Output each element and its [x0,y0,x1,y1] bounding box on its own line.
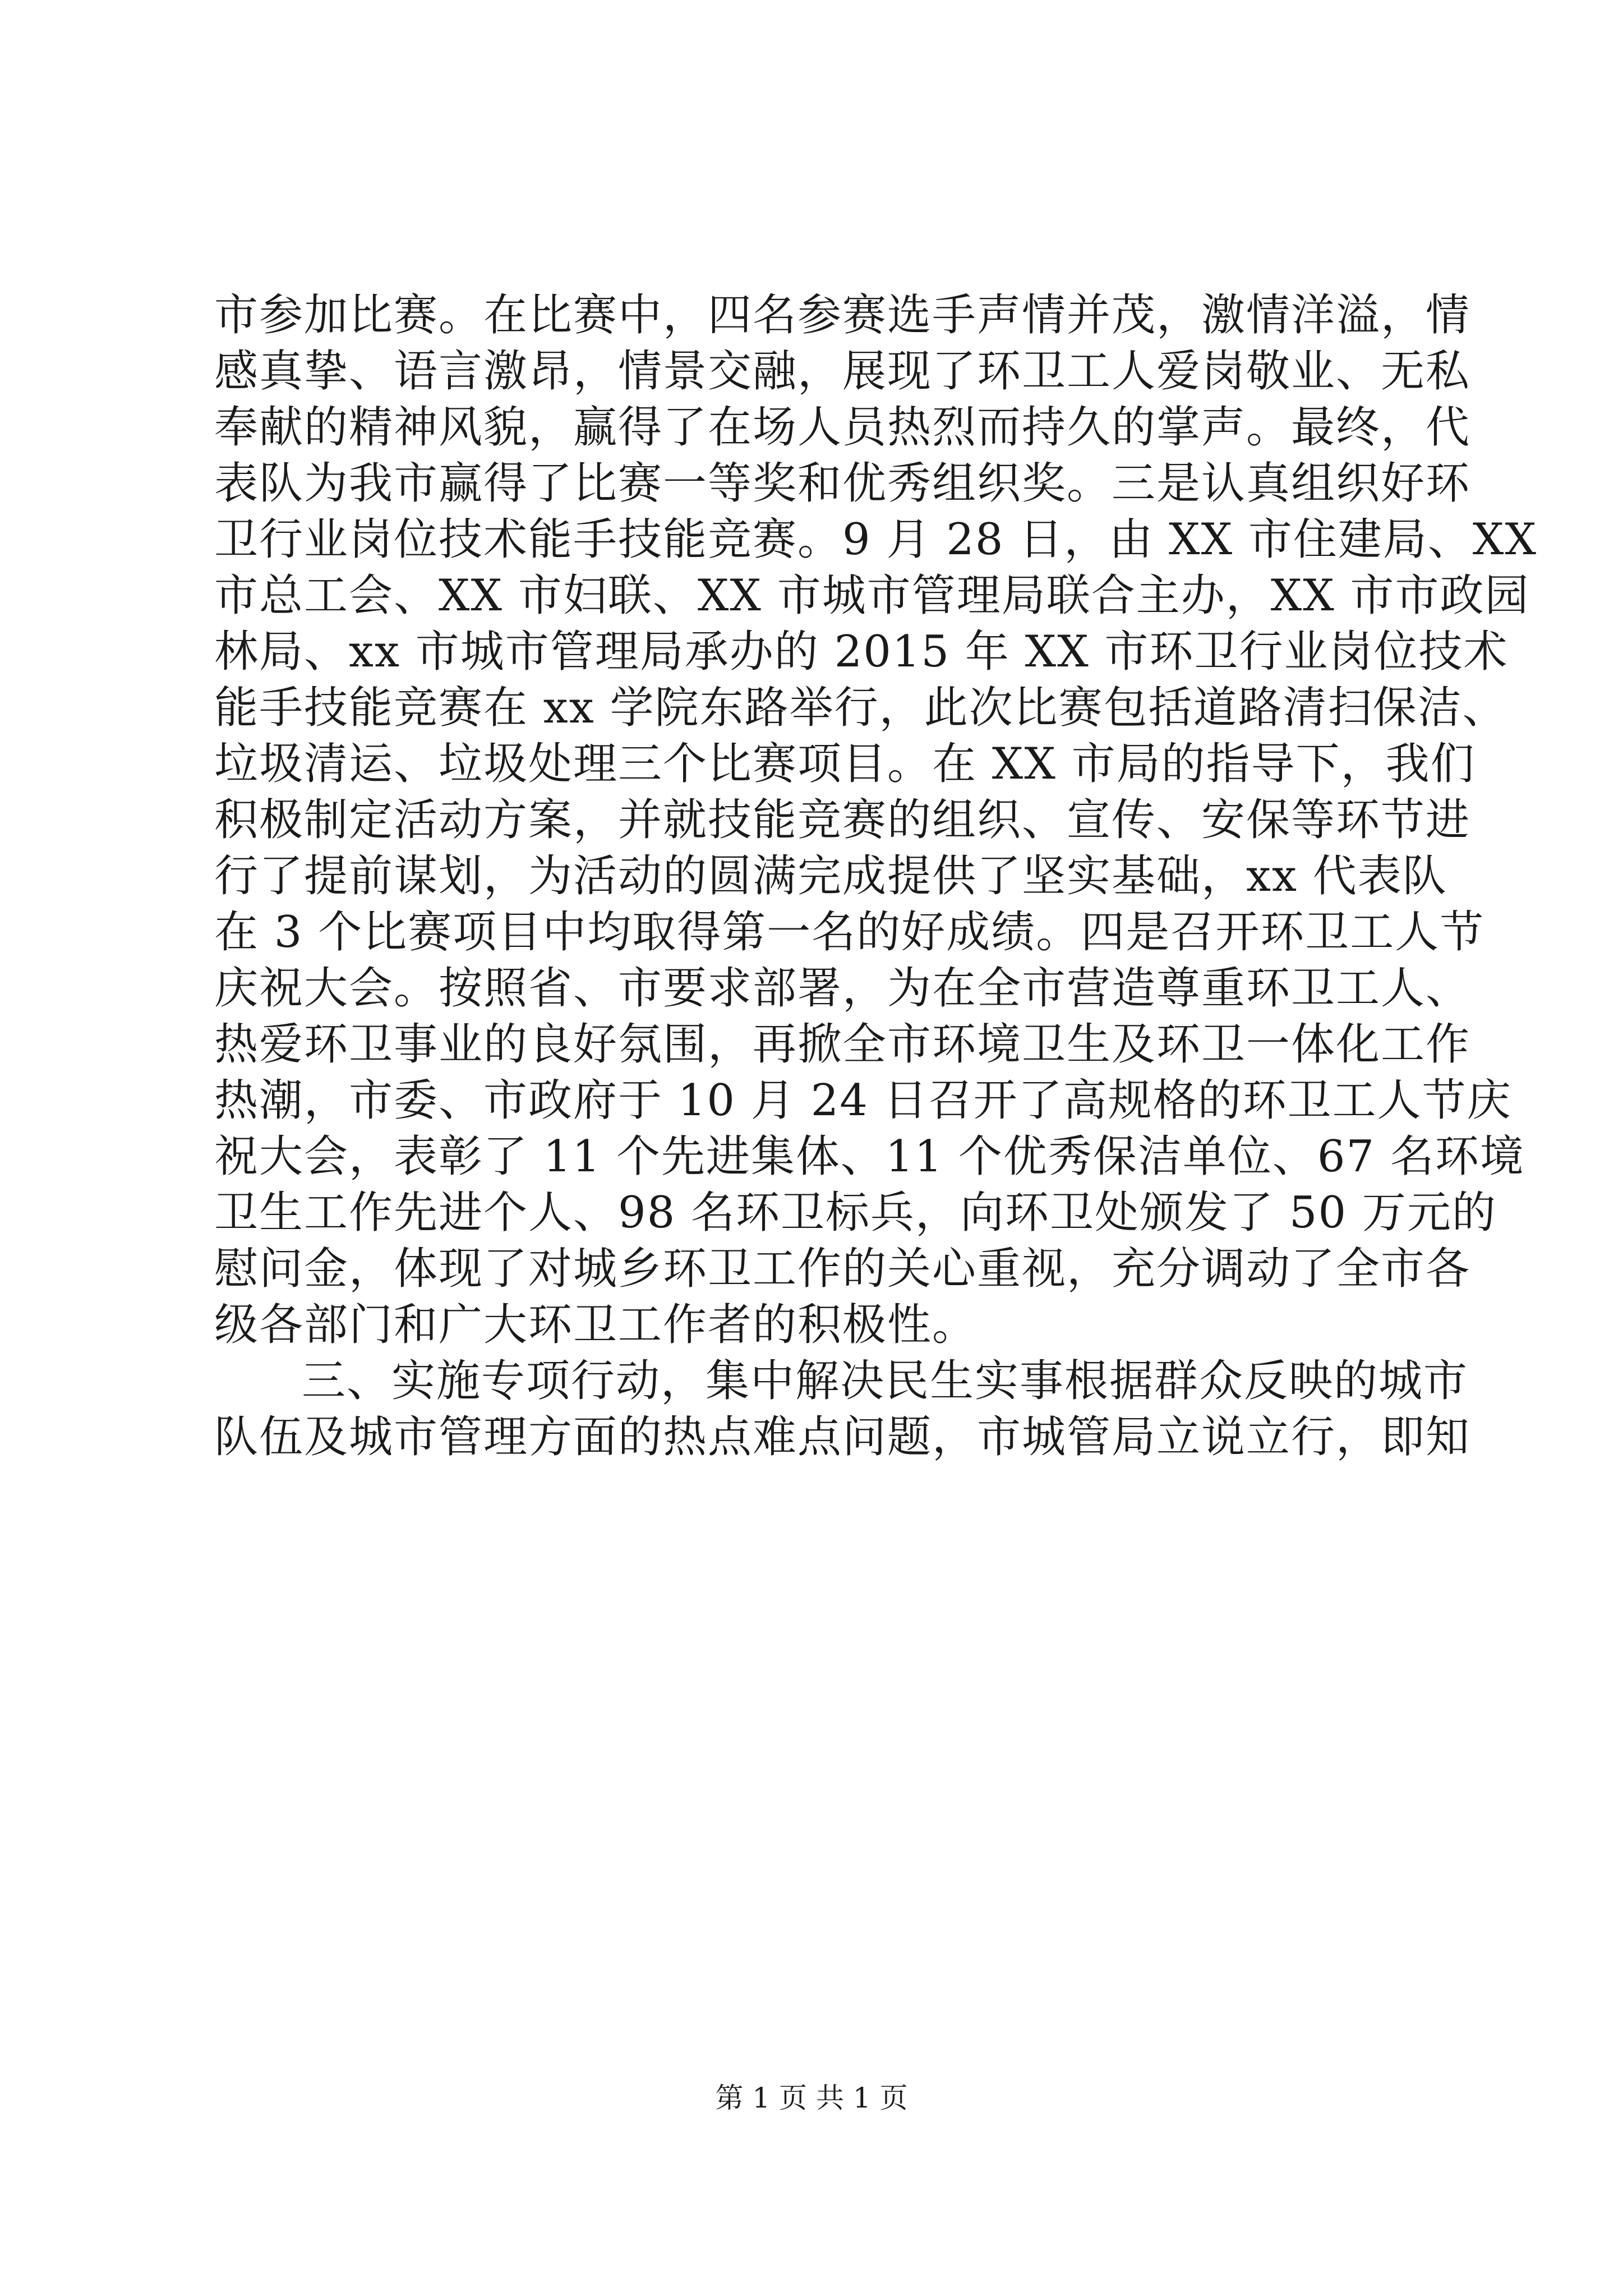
text-line: 卫行业岗位技术能手技能竞赛。9 月 28 日，由 XX 市住建局、XX [214,514,1537,565]
page-number-footer: 第 1 页 共 1 页 [715,2082,908,2114]
text-line: 卫生工作先进个人、98 名环卫标兵，向环卫处颁发了 50 万元的 [214,1188,1497,1238]
text-line: 能手技能竞赛在 xx 学院东路举行，此次比赛包括道路清扫保洁、 [214,683,1507,733]
text-line: 行了提前谋划，为活动的圆满完成提供了坚实基础，xx 代表队 [214,851,1447,901]
text-line: 在 3 个比赛项目中均取得第一名的好成绩。四是召开环卫工人节 [214,907,1485,958]
text-line: 市总工会、XX 市妇联、XX 市城市管理局联合主办，XX 市市政园 [214,570,1530,621]
text-line: 积极制定活动方案，并就技能竞赛的组织、宣传、安保等环节进 [214,795,1471,845]
text-line: 表队为我市赢得了比赛一等奖和优秀组织奖。三是认真组织好环 [214,458,1471,509]
document-body [214,287,1537,1465]
text-line: 级各部门和广大环卫工作者的积极性。 [214,1300,978,1350]
text-line: 慰问金，体现了对城乡环卫工作的关心重视，充分调动了全市各 [214,1244,1471,1294]
text-line: 林局、xx 市城市管理局承办的 2015 年 XX 市环卫行业岗位技术 [214,627,1509,677]
text-line: 奉献的精神风貌，赢得了在场人员热烈而持久的掌声。最终，代 [214,402,1471,453]
text-line: 祝大会，表彰了 11 个先进集体、11 个优秀保洁单位、67 名环境 [214,1131,1525,1182]
text-line: 垃圾清运、垃圾处理三个比赛项目。在 XX 市局的指导下，我们 [214,739,1476,789]
text-line: 感真挚、语言激昂，情景交融，展现了环卫工人爱岗敬业、无私 [214,346,1471,397]
text-line: 市参加比赛。在比赛中，四名参赛选手声情并茂，激情洋溢，情 [214,290,1471,341]
text-line: 庆祝大会。按照省、市要求部署，为在全市营造尊重环卫工人、 [214,963,1471,1014]
text-line: 热潮，市委、市政府于 10 月 24 日召开了高规格的环卫工人节庆 [214,1075,1512,1126]
paragraph-1 [214,287,1537,1353]
text-line: 热爱环卫事业的良好氛围，再掀全市环境卫生及环卫一体化工作 [214,1019,1471,1070]
paragraph-2 [214,1353,1471,1465]
text-line: 队伍及城市管理方面的热点难点问题，市城管局立说立行，即知 [214,1412,1471,1462]
section-heading-line: 三、实施专项行动，集中解决民生实事根据群众反映的城市 [302,1356,1469,1406]
